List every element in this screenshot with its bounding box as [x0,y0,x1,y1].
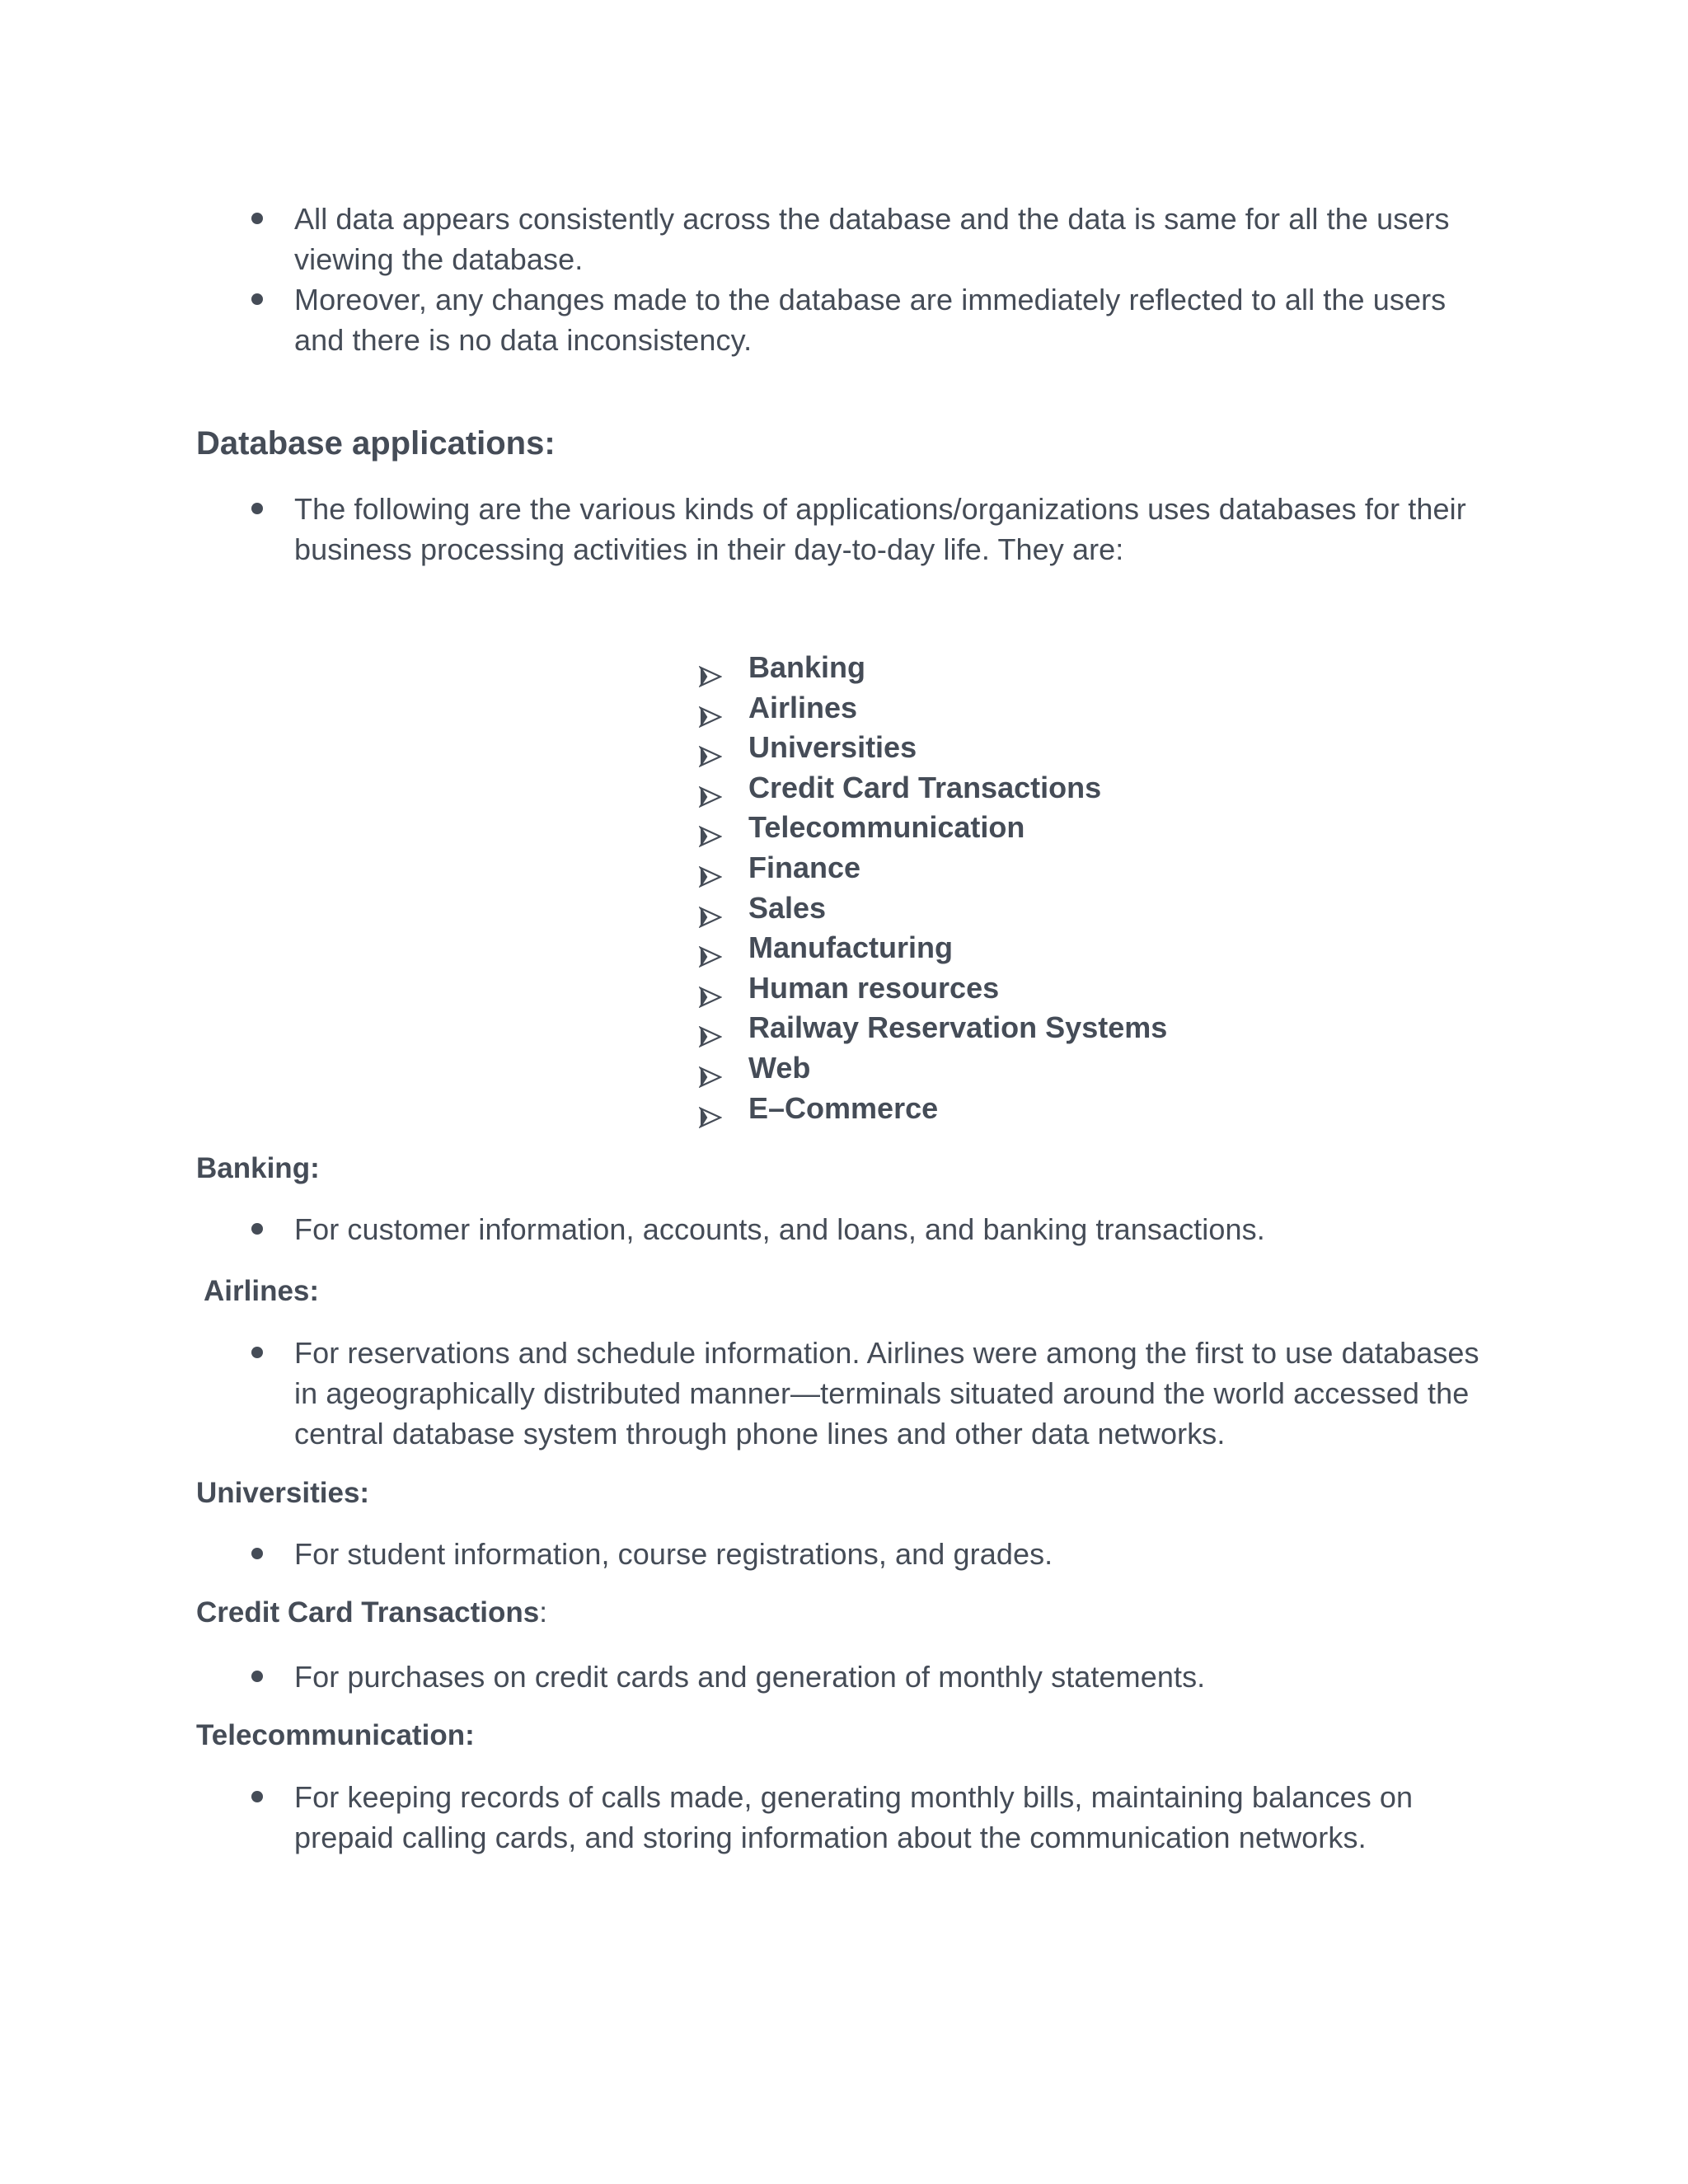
arrow-right-icon [699,978,722,1000]
applications-list-item [699,848,1167,888]
credit-card-heading-text: Credit Card Transactions [196,1596,540,1629]
airlines-bullet-text: For reservations and schedule information. Airlines were among the first to use databases in ageographically distributed manner—terminals situated around the world accessed the central database system through phone lines and other data networks. [294,1336,1479,1451]
intro-bullet-2 [294,279,1489,360]
credit-card-heading [196,1595,547,1631]
applications-list [699,648,1167,1128]
bullet-dot-icon [251,1671,263,1682]
banking-heading: Banking: [196,1152,320,1184]
arrow-right-icon [699,1018,722,1039]
arrow-right-icon [699,698,722,719]
arrow-right-icon [699,738,722,759]
credit-card-bullet [294,1657,1489,1697]
bullet-dot-icon [251,213,263,224]
applications-list-item-label: Credit Card Transactions [748,770,1102,804]
applications-intro-bullet [294,489,1489,569]
applications-list-item [699,1048,1167,1089]
applications-list-item-label: Universities [748,730,917,765]
applications-list-item [699,688,1167,729]
bullet-dot-icon [251,503,263,514]
applications-list-item-label: Telecommunication [748,810,1025,845]
applications-list-item [699,768,1167,808]
banking-bullet-text: For customer information, accounts, and loans, and banking transactions. [294,1212,1265,1246]
applications-list-item-label: Railway Reservation Systems [748,1010,1168,1045]
intro-bullet-1 [294,199,1489,279]
applications-list-item-label: Manufacturing [748,930,953,965]
arrow-right-icon [699,778,722,799]
intro-bullet-1-text: All data appears consistently across the database and the data is same for all the users viewing the database. [294,202,1450,276]
telecommunication-bullet [294,1777,1489,1858]
intro-bullet-2-text: Moreover, any changes made to the database are immediately reflected to all the users and there is no data inconsistency. [294,283,1447,357]
applications-intro-text: The following are the various kinds of applications/organizations uses databases for their business processing activities in their day-to-day life. They are: [294,492,1466,566]
applications-list-item [699,1089,1167,1129]
applications-list-item-label: Human resources [748,970,1000,1005]
credit-card-bullet-text: For purchases on credit cards and generation of monthly statements. [294,1660,1206,1694]
telecommunication-bullet-text: For keeping records of calls made, generating monthly bills, maintaining balances on prepaid calling cards, and storing information about the communication networks. [294,1780,1414,1854]
applications-list-item-label: Web [748,1050,811,1085]
credit-card-heading-colon: : [539,1596,547,1629]
applications-list-item [699,1008,1167,1048]
bullet-dot-icon [251,1548,263,1559]
bullet-dot-icon [251,1223,263,1235]
applications-list-item [699,888,1167,929]
airlines-heading: Airlines: [204,1275,320,1307]
arrow-right-icon [699,858,722,879]
arrow-right-icon [699,898,722,920]
banking-bullet [294,1209,1489,1249]
arrow-right-icon [699,938,722,959]
applications-list-item-label: E–Commerce [748,1090,939,1125]
applications-list-item [699,928,1167,968]
airlines-bullet [294,1333,1489,1454]
applications-list-item-label: Sales [748,890,827,925]
applications-list-item [699,808,1167,848]
telecommunication-heading: Telecommunication: [196,1719,475,1751]
bullet-dot-icon [251,1791,263,1802]
universities-bullet-text: For student information, course registrations, and grades. [294,1537,1053,1571]
applications-list-item [699,968,1167,1009]
applications-list-item-label: Banking [748,650,866,684]
arrow-right-icon [699,1099,722,1120]
bullet-dot-icon [251,293,263,305]
arrow-right-icon [699,1058,722,1080]
applications-list-item-label: Finance [748,850,861,884]
universities-heading: Universities: [196,1477,370,1509]
applications-list-item-label: Airlines [748,690,858,724]
applications-list-item [699,648,1167,688]
applications-heading: Database applications: [196,425,556,462]
universities-bullet [294,1534,1489,1574]
bullet-dot-icon [251,1347,263,1358]
arrow-right-icon [699,818,722,839]
applications-list-item [699,728,1167,768]
arrow-right-icon [699,658,722,679]
